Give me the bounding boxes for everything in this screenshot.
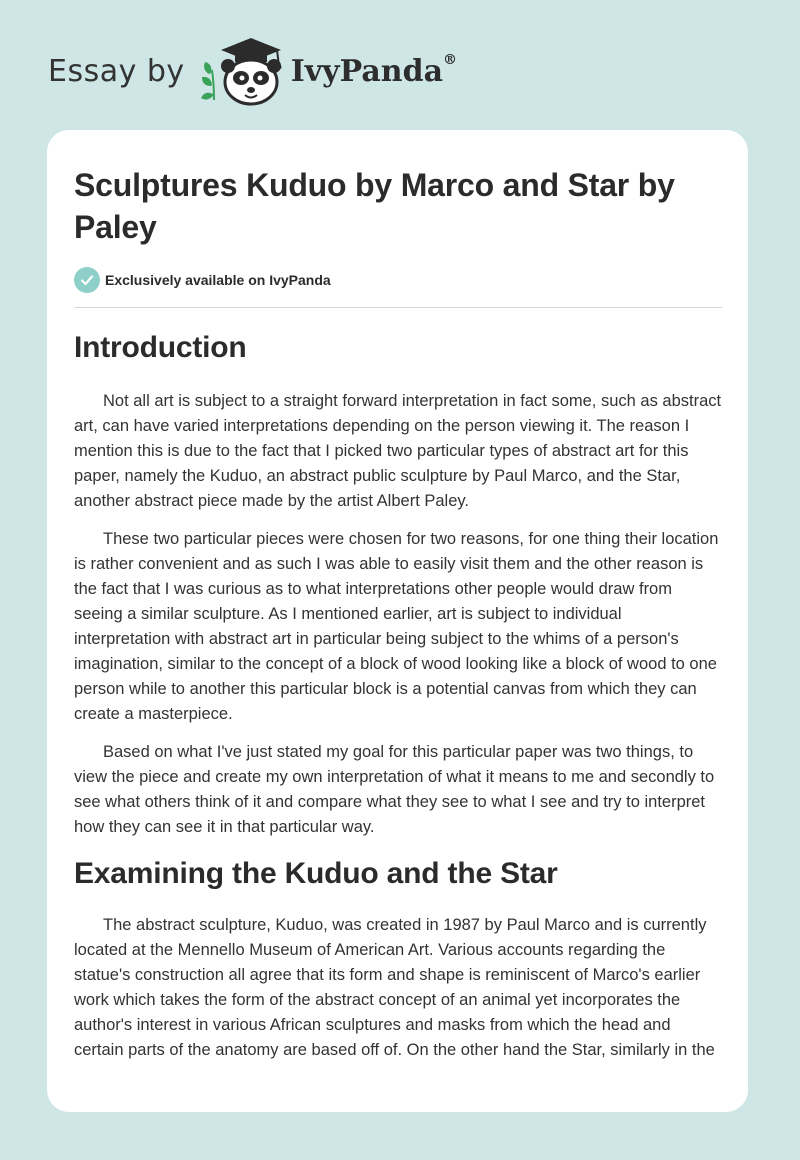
registered-mark: ® [443, 51, 458, 68]
essay-title: Sculptures Kuduo by Marco and Star by Paley [74, 167, 675, 245]
panda-graduate-icon [199, 34, 289, 108]
essay-card [47, 130, 748, 1112]
paragraph: Based on what I've just stated my goal for this particular paper was two things, to view the piece and create my own interpretation of what it means to me and secondly to see what others think of it and compare what they see to what I see and try to interpret how they can see it in that particular way. [74, 743, 715, 836]
check-icon [74, 267, 100, 293]
paragraph: These two particular pieces were chosen for two reasons, for one thing their location is rather convenient and as such I was able to easily visit them and the other reason is the fact that I was curious as to what interpretations other people would draw from seeing a similar sculpture. As I mentioned earlier, art is subject to individual interpretation with abstract art in particular being subject to the whims of a person's imagination, similar to the concept of a block of wood looking like a block of wood to one person while to another this particular block is a potential canvas from which they can create a masterpiece. [74, 530, 719, 723]
section-heading-examining: Examining the Kuduo and the Star [74, 857, 558, 890]
section-heading-introduction: Introduction [74, 331, 247, 364]
site-header-brand[interactable] [48, 34, 457, 108]
paragraph: Not all art is subject to a straight forward interpretation in fact some, such as abstract art, can have varied interpretations depending on the person viewing it. The reason I mention this is due to the fact that I picked two particular types of abstract art for this paper, namely the Kuduo, an abstract public sculpture by Paul Marco, and the Star, another abstract piece made by the artist Albert Paley. [74, 392, 722, 510]
paragraph: The abstract sculpture, Kuduo, was created in 1987 by Paul Marco and is currently located at the Mennello Museum of American Art. Various accounts regarding the statue's construction all agree that its form and shape is reminiscent of Marco's earlier work which takes the form of the abstract concept of an animal yet incorporates the author's interest in various African sculptures and masks from which the head and certain parts of the anatomy are based off of. On the other hand the Star, similarly in the [74, 916, 715, 1059]
brand-name: IvyPanda® [290, 51, 458, 89]
exclusive-badge [74, 266, 722, 294]
exclusive-label: Exclusively available on IvyPanda [105, 272, 331, 288]
divider [74, 307, 722, 308]
brand-prefix: Essay by [48, 53, 185, 89]
